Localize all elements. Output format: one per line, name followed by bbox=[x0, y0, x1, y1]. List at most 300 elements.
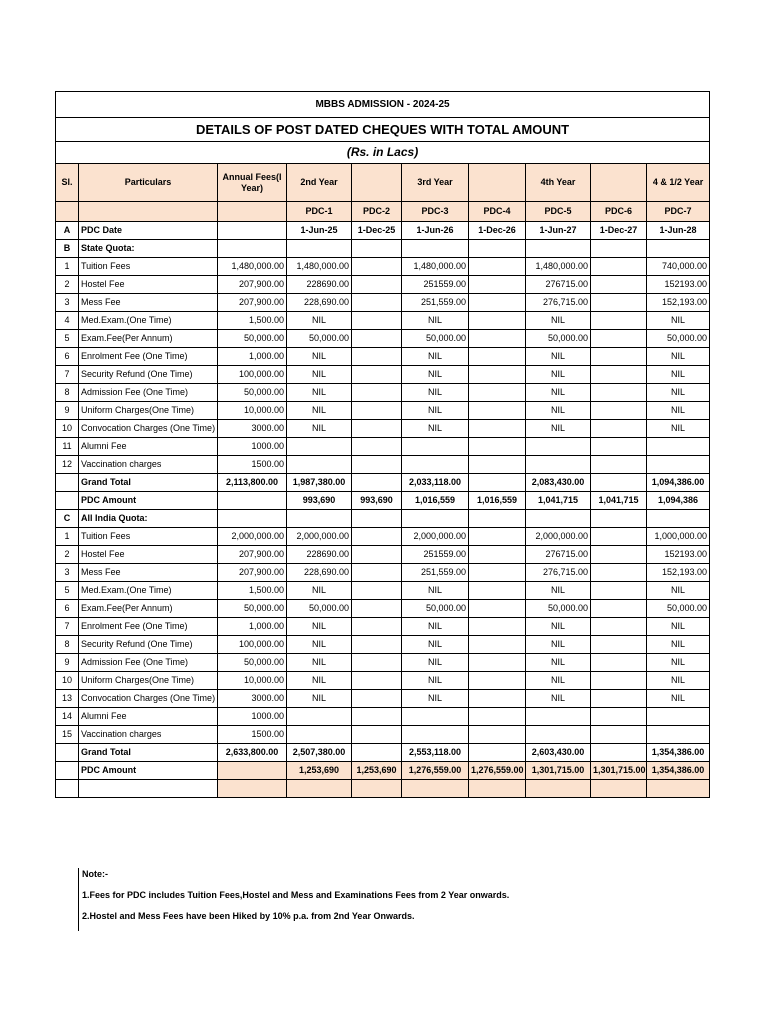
table-row bbox=[56, 672, 710, 690]
header-year45: 4 & 1/2 Year bbox=[647, 164, 710, 202]
pdc-gap bbox=[56, 202, 79, 222]
grand-total-value bbox=[352, 474, 402, 492]
row-label: Vaccination charges bbox=[79, 726, 218, 744]
pdc-value: NIL bbox=[647, 402, 710, 420]
pdc-value bbox=[352, 528, 402, 546]
row-label: Mess Fee bbox=[79, 294, 218, 312]
pdc-value bbox=[591, 312, 647, 330]
pdc-value: 276715.00 bbox=[526, 546, 591, 564]
row-label: Mess Fee bbox=[79, 564, 218, 582]
row-cell bbox=[591, 780, 647, 798]
table-row bbox=[56, 564, 710, 582]
row-sl: 9 bbox=[56, 654, 79, 672]
table-row bbox=[56, 420, 710, 438]
row-cell bbox=[526, 780, 591, 798]
pdc-value: NIL bbox=[402, 618, 469, 636]
pdc-value bbox=[469, 366, 526, 384]
pdc-date: 1-Jun-25 bbox=[287, 222, 352, 240]
pdc-value: NIL bbox=[647, 312, 710, 330]
row-cell bbox=[56, 492, 79, 510]
row-label: Admission Fee (One Time) bbox=[79, 654, 218, 672]
pdc-value bbox=[352, 366, 402, 384]
pdc-value bbox=[469, 276, 526, 294]
note-item: 1.Fees for PDC includes Tuition Fees,Hostel and Mess and Examinations Fees from 2 Year onwards. bbox=[82, 890, 510, 900]
pdc-value bbox=[591, 672, 647, 690]
section-header-row bbox=[56, 240, 710, 258]
table-row bbox=[56, 618, 710, 636]
row-sl: 10 bbox=[56, 672, 79, 690]
pdc-value: 740,000.00 bbox=[647, 258, 710, 276]
pdc-value bbox=[352, 384, 402, 402]
row-sl: 1 bbox=[56, 258, 79, 276]
pdc-value bbox=[591, 690, 647, 708]
pdc-value bbox=[591, 636, 647, 654]
pdc-amount-row bbox=[56, 762, 710, 780]
pdc-value bbox=[591, 330, 647, 348]
pdc-value bbox=[352, 456, 402, 474]
annual-fee: 3000.00 bbox=[218, 690, 287, 708]
pdc-amount-value: 1,094,386 bbox=[647, 492, 710, 510]
pdc-value bbox=[469, 600, 526, 618]
pdc-value bbox=[469, 690, 526, 708]
pdc-value bbox=[526, 438, 591, 456]
table-row bbox=[56, 402, 710, 420]
table-row bbox=[56, 546, 710, 564]
row-sl: 6 bbox=[56, 600, 79, 618]
row-cell bbox=[218, 222, 287, 240]
pdc-amount-value: 993,690 bbox=[287, 492, 352, 510]
pdc-value bbox=[526, 456, 591, 474]
pdc-label: PDC-2 bbox=[352, 202, 402, 222]
pdc-amount-value: 1,354,386.00 bbox=[647, 762, 710, 780]
row-label: Security Refund (One Time) bbox=[79, 366, 218, 384]
pdc-value: NIL bbox=[647, 618, 710, 636]
pdc-amount-row bbox=[56, 492, 710, 510]
pdc-value bbox=[352, 708, 402, 726]
row-sl: 8 bbox=[56, 384, 79, 402]
pdc-amount-label: PDC Amount bbox=[79, 762, 218, 780]
pdc-value: NIL bbox=[526, 672, 591, 690]
pdc-date: 1-Jun-27 bbox=[526, 222, 591, 240]
row-cell bbox=[79, 780, 218, 798]
row-label: Security Refund (One Time) bbox=[79, 636, 218, 654]
pdc-value: 1,480,000.00 bbox=[287, 258, 352, 276]
pdc-value bbox=[352, 276, 402, 294]
pdc-value bbox=[352, 600, 402, 618]
table-row bbox=[56, 276, 710, 294]
pdc-value: 2,000,000.00 bbox=[402, 528, 469, 546]
pdc-value: 50,000.00 bbox=[402, 600, 469, 618]
pdc-value bbox=[591, 258, 647, 276]
pdc-value: NIL bbox=[402, 654, 469, 672]
annual-fee: 1500.00 bbox=[218, 456, 287, 474]
row-label: Hostel Fee bbox=[79, 546, 218, 564]
pdc-value: 152193.00 bbox=[647, 276, 710, 294]
pdc-value bbox=[287, 726, 352, 744]
row-label: Tuition Fees bbox=[79, 528, 218, 546]
pdc-value: NIL bbox=[647, 654, 710, 672]
annual-fee: 1500.00 bbox=[218, 726, 287, 744]
grand-total-value bbox=[469, 474, 526, 492]
pdc-value: 50,000.00 bbox=[526, 600, 591, 618]
pdc-date: 1-Jun-26 bbox=[402, 222, 469, 240]
section-sl: B bbox=[56, 240, 79, 258]
pdc-value bbox=[647, 726, 710, 744]
pdc-date-row bbox=[56, 222, 710, 240]
pdc-value bbox=[352, 420, 402, 438]
pdc-value bbox=[469, 348, 526, 366]
pdc-value: 228,690.00 bbox=[287, 294, 352, 312]
row-sl: 8 bbox=[56, 636, 79, 654]
row-cell bbox=[218, 762, 287, 780]
grand-total-label: Grand Total bbox=[79, 744, 218, 762]
page-subtitle: DETAILS OF POST DATED CHEQUES WITH TOTAL AMOUNT bbox=[56, 118, 710, 142]
pdc-value: 50,000.00 bbox=[287, 600, 352, 618]
pdc-value bbox=[402, 708, 469, 726]
row-cell bbox=[352, 240, 402, 258]
row-sl: 2 bbox=[56, 276, 79, 294]
annual-fee: 50,000.00 bbox=[218, 330, 287, 348]
pdc-value bbox=[352, 582, 402, 600]
pdc-value bbox=[591, 564, 647, 582]
pdc-gap bbox=[218, 202, 287, 222]
table-row bbox=[56, 456, 710, 474]
grand-total-label: Grand Total bbox=[79, 474, 218, 492]
pdc-value bbox=[469, 672, 526, 690]
row-sl: 14 bbox=[56, 708, 79, 726]
pdc-value bbox=[469, 438, 526, 456]
row-label: Exam.Fee(Per Annum) bbox=[79, 600, 218, 618]
row-cell bbox=[56, 474, 79, 492]
pdc-value: 152,193.00 bbox=[647, 564, 710, 582]
annual-fee: 100,000.00 bbox=[218, 366, 287, 384]
header-year2: 2nd Year bbox=[287, 164, 352, 202]
note-item: 2.Hostel and Mess Fees have been Hiked by 10% p.a. from 2nd Year Onwards. bbox=[82, 911, 415, 921]
annual-fee: 207,900.00 bbox=[218, 276, 287, 294]
header-gap bbox=[352, 164, 402, 202]
pdc-value: NIL bbox=[402, 348, 469, 366]
pdc-value bbox=[469, 330, 526, 348]
pdc-value: 251559.00 bbox=[402, 276, 469, 294]
pdc-value: 2,000,000.00 bbox=[526, 528, 591, 546]
pdc-value: 152193.00 bbox=[647, 546, 710, 564]
row-cell bbox=[402, 240, 469, 258]
pdc-value bbox=[469, 294, 526, 312]
pdc-label: PDC-3 bbox=[402, 202, 469, 222]
pdc-value: NIL bbox=[402, 672, 469, 690]
pdc-value bbox=[591, 276, 647, 294]
pdc-value: 2,000,000.00 bbox=[287, 528, 352, 546]
row-cell bbox=[287, 510, 352, 528]
pdc-amount-value: 1,276,559.00 bbox=[402, 762, 469, 780]
annual-fee: 207,900.00 bbox=[218, 564, 287, 582]
pdc-value bbox=[352, 690, 402, 708]
pdc-value: NIL bbox=[402, 384, 469, 402]
row-sl: 12 bbox=[56, 456, 79, 474]
annual-fee: 1,480,000.00 bbox=[218, 258, 287, 276]
grand-total-value: 2,083,430.00 bbox=[526, 474, 591, 492]
pdc-value bbox=[469, 708, 526, 726]
pdc-value: NIL bbox=[287, 384, 352, 402]
pdc-value bbox=[591, 456, 647, 474]
pdc-value: NIL bbox=[526, 312, 591, 330]
header-gap bbox=[469, 164, 526, 202]
row-sl: 3 bbox=[56, 294, 79, 312]
pdc-value bbox=[591, 654, 647, 672]
table-row bbox=[56, 600, 710, 618]
table-row bbox=[56, 582, 710, 600]
row-cell bbox=[218, 510, 287, 528]
pdc-value bbox=[469, 258, 526, 276]
pdc-value bbox=[469, 564, 526, 582]
pdc-value bbox=[402, 438, 469, 456]
row-sl: A bbox=[56, 222, 79, 240]
pdc-value: NIL bbox=[402, 402, 469, 420]
pdc-value: NIL bbox=[526, 690, 591, 708]
row-cell bbox=[591, 240, 647, 258]
annual-fee: 207,900.00 bbox=[218, 546, 287, 564]
row-cell bbox=[526, 510, 591, 528]
row-cell bbox=[526, 240, 591, 258]
pdc-value: NIL bbox=[647, 672, 710, 690]
pdc-value: NIL bbox=[526, 618, 591, 636]
row-label: Alumni Fee bbox=[79, 708, 218, 726]
pdc-value bbox=[352, 726, 402, 744]
grand-total-value: 2,603,430.00 bbox=[526, 744, 591, 762]
pdc-amount-value: 1,253,690 bbox=[352, 762, 402, 780]
pdc-label: PDC-1 bbox=[287, 202, 352, 222]
pdc-value bbox=[591, 582, 647, 600]
pdc-value bbox=[402, 726, 469, 744]
pdc-value: 276,715.00 bbox=[526, 294, 591, 312]
annual-fee: 1,000.00 bbox=[218, 618, 287, 636]
row-cell bbox=[402, 780, 469, 798]
pdc-value: NIL bbox=[287, 618, 352, 636]
row-cell bbox=[591, 510, 647, 528]
pdc-value: 251,559.00 bbox=[402, 564, 469, 582]
pdc-value bbox=[591, 600, 647, 618]
pdc-value bbox=[469, 582, 526, 600]
pdc-value bbox=[591, 708, 647, 726]
page-title: MBBS ADMISSION - 2024-25 bbox=[56, 92, 710, 118]
pdc-value: 228690.00 bbox=[287, 546, 352, 564]
row-cell bbox=[469, 780, 526, 798]
pdc-value: NIL bbox=[402, 420, 469, 438]
table-row bbox=[56, 258, 710, 276]
annual-fee: 50,000.00 bbox=[218, 600, 287, 618]
pdc-value: NIL bbox=[402, 312, 469, 330]
grand-total-value: 1,987,380.00 bbox=[287, 474, 352, 492]
pdc-value bbox=[352, 294, 402, 312]
pdc-label: PDC-5 bbox=[526, 202, 591, 222]
pdc-value bbox=[591, 294, 647, 312]
pdc-value: NIL bbox=[647, 366, 710, 384]
grand-total-value: 2,553,118.00 bbox=[402, 744, 469, 762]
pdc-value bbox=[352, 402, 402, 420]
row-label: PDC Date bbox=[79, 222, 218, 240]
pdc-amount-value: 1,301,715.00 bbox=[526, 762, 591, 780]
row-label: Enrolment Fee (One Time) bbox=[79, 618, 218, 636]
pdc-value bbox=[469, 420, 526, 438]
pdc-value bbox=[352, 330, 402, 348]
pdc-date: 1-Dec-26 bbox=[469, 222, 526, 240]
row-label: Hostel Fee bbox=[79, 276, 218, 294]
row-sl: 5 bbox=[56, 582, 79, 600]
pdc-value: NIL bbox=[647, 636, 710, 654]
pdc-value: 1,480,000.00 bbox=[402, 258, 469, 276]
row-cell bbox=[218, 492, 287, 510]
pdc-value bbox=[469, 384, 526, 402]
row-cell bbox=[647, 510, 710, 528]
pdc-value bbox=[352, 672, 402, 690]
grand-total-value: 1,094,386.00 bbox=[647, 474, 710, 492]
grand-total-row bbox=[56, 744, 710, 762]
pdc-value: NIL bbox=[402, 636, 469, 654]
row-label: Med.Exam.(One Time) bbox=[79, 582, 218, 600]
pdc-value: 251,559.00 bbox=[402, 294, 469, 312]
pdc-value bbox=[591, 348, 647, 366]
annual-fee: 50,000.00 bbox=[218, 384, 287, 402]
row-cell bbox=[56, 744, 79, 762]
pdc-value bbox=[469, 636, 526, 654]
grand-total-value: 2,507,380.00 bbox=[287, 744, 352, 762]
pdc-value bbox=[591, 384, 647, 402]
pdc-date: 1-Dec-27 bbox=[591, 222, 647, 240]
table-row bbox=[56, 438, 710, 456]
table-row bbox=[56, 708, 710, 726]
table-row bbox=[56, 726, 710, 744]
pdc-gap bbox=[79, 202, 218, 222]
pdc-value: NIL bbox=[287, 636, 352, 654]
row-label: Admission Fee (One Time) bbox=[79, 384, 218, 402]
row-cell bbox=[56, 780, 79, 798]
row-sl: 10 bbox=[56, 420, 79, 438]
row-sl: 6 bbox=[56, 348, 79, 366]
grand-total-annual: 2,633,800.00 bbox=[218, 744, 287, 762]
row-cell bbox=[469, 510, 526, 528]
row-label: Tuition Fees bbox=[79, 258, 218, 276]
pdc-value: NIL bbox=[526, 582, 591, 600]
pdc-date: 1-Jun-28 bbox=[647, 222, 710, 240]
table-row bbox=[56, 330, 710, 348]
row-sl: 13 bbox=[56, 690, 79, 708]
pdc-value bbox=[287, 708, 352, 726]
pdc-value: NIL bbox=[647, 420, 710, 438]
row-label: Convocation Charges (One Time) bbox=[79, 420, 218, 438]
pdc-value: NIL bbox=[526, 420, 591, 438]
pdc-value: NIL bbox=[647, 348, 710, 366]
annual-fee: 1000.00 bbox=[218, 438, 287, 456]
pdc-value bbox=[402, 456, 469, 474]
pdc-value: NIL bbox=[287, 348, 352, 366]
pdc-value: NIL bbox=[526, 402, 591, 420]
pdc-value: NIL bbox=[647, 690, 710, 708]
pdc-value bbox=[591, 420, 647, 438]
pdc-amount-value: 1,016,559 bbox=[402, 492, 469, 510]
pdc-value bbox=[352, 258, 402, 276]
row-cell bbox=[352, 780, 402, 798]
pdc-value bbox=[591, 528, 647, 546]
pdc-value bbox=[469, 618, 526, 636]
grand-total-value: 2,033,118.00 bbox=[402, 474, 469, 492]
pdc-value: NIL bbox=[526, 384, 591, 402]
row-sl: 7 bbox=[56, 618, 79, 636]
row-cell bbox=[218, 780, 287, 798]
fee-sheet bbox=[55, 91, 709, 798]
pdc-value bbox=[591, 366, 647, 384]
pdc-value: 50,000.00 bbox=[402, 330, 469, 348]
pdc-value: 50,000.00 bbox=[647, 600, 710, 618]
pdc-value: NIL bbox=[287, 672, 352, 690]
grand-total-row bbox=[56, 474, 710, 492]
annual-fee: 50,000.00 bbox=[218, 654, 287, 672]
row-sl: 11 bbox=[56, 438, 79, 456]
row-label: Vaccination charges bbox=[79, 456, 218, 474]
pdc-value: NIL bbox=[287, 420, 352, 438]
row-cell bbox=[647, 240, 710, 258]
pdc-value: 1,000,000.00 bbox=[647, 528, 710, 546]
pdc-value: 276,715.00 bbox=[526, 564, 591, 582]
pdc-amount-value: 1,276,559.00 bbox=[469, 762, 526, 780]
pdc-value bbox=[352, 438, 402, 456]
grand-total-value bbox=[591, 474, 647, 492]
pdc-value bbox=[647, 438, 710, 456]
table-row bbox=[56, 384, 710, 402]
pdc-value bbox=[352, 618, 402, 636]
blank-row bbox=[56, 780, 710, 798]
pdc-label: PDC-7 bbox=[647, 202, 710, 222]
pdc-value: 50,000.00 bbox=[647, 330, 710, 348]
row-label: Enrolment Fee (One Time) bbox=[79, 348, 218, 366]
unit-label: (Rs. in Lacs) bbox=[56, 142, 710, 164]
pdc-amount-value: 993,690 bbox=[352, 492, 402, 510]
table-row bbox=[56, 528, 710, 546]
pdc-value bbox=[352, 546, 402, 564]
pdc-value: NIL bbox=[402, 582, 469, 600]
row-sl: 15 bbox=[56, 726, 79, 744]
pdc-value: NIL bbox=[526, 366, 591, 384]
header-year3: 3rd Year bbox=[402, 164, 469, 202]
pdc-table bbox=[55, 91, 710, 798]
annual-fee: 3000.00 bbox=[218, 420, 287, 438]
pdc-value: 276715.00 bbox=[526, 276, 591, 294]
annual-fee: 1,500.00 bbox=[218, 312, 287, 330]
grand-total-value bbox=[352, 744, 402, 762]
table-row bbox=[56, 348, 710, 366]
pdc-value: NIL bbox=[287, 366, 352, 384]
pdc-value bbox=[352, 636, 402, 654]
pdc-date: 1-Dec-25 bbox=[352, 222, 402, 240]
annual-fee: 1000.00 bbox=[218, 708, 287, 726]
pdc-value: NIL bbox=[287, 654, 352, 672]
pdc-label: PDC-4 bbox=[469, 202, 526, 222]
pdc-value bbox=[469, 726, 526, 744]
pdc-amount-label: PDC Amount bbox=[79, 492, 218, 510]
pdc-value: NIL bbox=[287, 582, 352, 600]
row-cell bbox=[287, 240, 352, 258]
pdc-value: 251559.00 bbox=[402, 546, 469, 564]
row-sl: 9 bbox=[56, 402, 79, 420]
pdc-value: NIL bbox=[402, 366, 469, 384]
pdc-value bbox=[469, 456, 526, 474]
row-label: Uniform Charges(One Time) bbox=[79, 672, 218, 690]
pdc-value: NIL bbox=[526, 636, 591, 654]
pdc-value bbox=[287, 456, 352, 474]
pdc-value bbox=[591, 726, 647, 744]
row-cell bbox=[56, 762, 79, 780]
pdc-value bbox=[287, 438, 352, 456]
row-cell bbox=[218, 240, 287, 258]
